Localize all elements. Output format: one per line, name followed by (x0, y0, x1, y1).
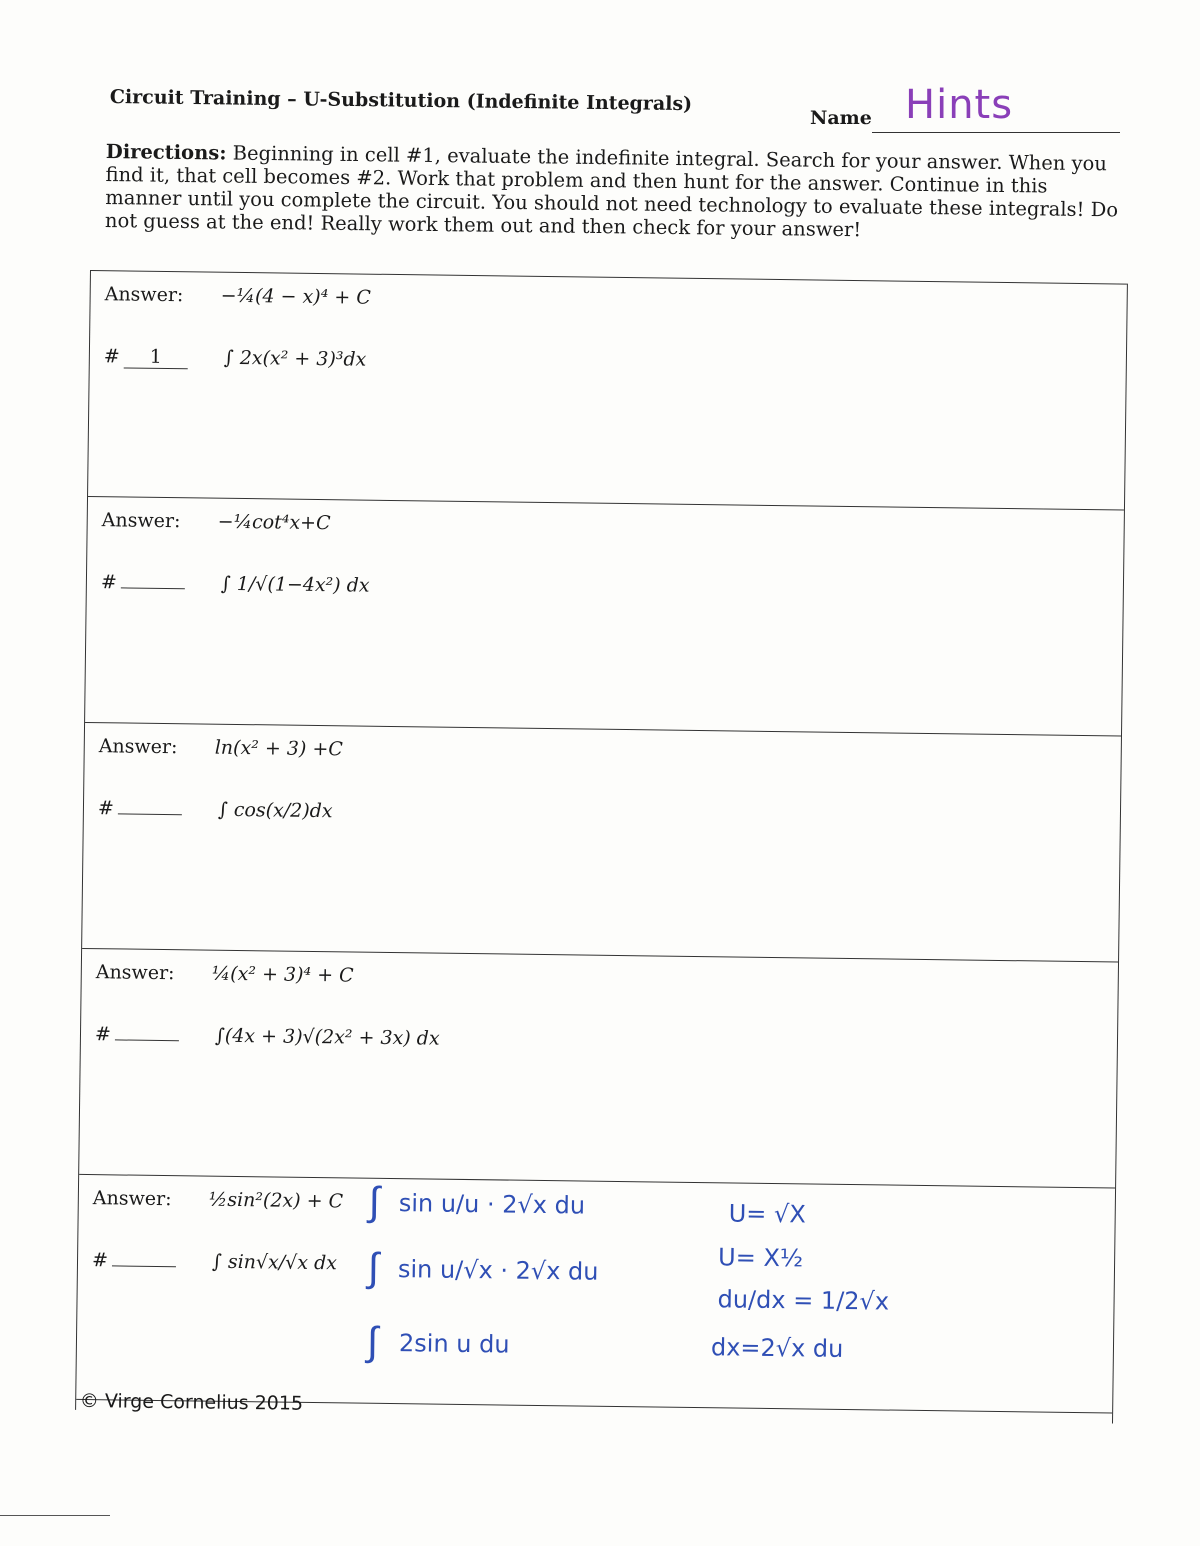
copyright-footer: © Virge Cornelius 2015 (79, 1390, 304, 1415)
answer-label: Answer: (92, 1187, 172, 1211)
circuit-cell (88, 270, 1127, 510)
handwritten-substitution-u: U= √X (728, 1199, 806, 1229)
answer-row (102, 509, 331, 534)
scan-edge-line (0, 1515, 110, 1516)
cell-number-blank (118, 813, 182, 815)
handwritten-integral-sign: ∫ (367, 1244, 380, 1291)
cell-number-blank (121, 587, 185, 589)
cell-number-blank: 1 (124, 345, 188, 369)
answer-value: ¼(x² + 3)⁴ + C (211, 962, 354, 987)
circuit-grid (75, 270, 1128, 1423)
cell-number-blank (112, 1265, 176, 1267)
handwritten-integral-sign: ∫ (366, 1318, 379, 1365)
answer-value: −¼cot⁴x+C (217, 510, 331, 535)
problem-integral: ∫(4x + 3)√(2x² + 3x) dx (214, 1024, 440, 1050)
answer-row (99, 735, 343, 760)
handwritten-dx: dx=2√x du (710, 1333, 844, 1363)
directions-label: Directions: (105, 140, 227, 165)
directions-text: Beginning in cell #1, evaluate the indefinite integral. Search for your answer. When you find it, that cell becomes #2. Work that problem and then hunt for the answer. Continue in this manner until you complete the circuit. You should not need technology to evaluate these integrals! Do not guess at the end! Really work them out and then check for your answer! (104, 141, 1119, 242)
answer-label: Answer: (98, 735, 178, 759)
handwritten-integral-sign: ∫ (368, 1178, 381, 1225)
answer-row (105, 283, 371, 308)
cell-number-hash: # (103, 345, 120, 368)
problem-integral: ∫ 1/√(1−4x²) dx (220, 572, 370, 597)
circuit-cell (85, 496, 1124, 736)
problem-integral: ∫ cos(x/2)dx (217, 798, 333, 823)
handwritten-substitution-power: U= X½ (717, 1243, 804, 1273)
cell-number-hash: # (100, 571, 117, 594)
circuit-cell (76, 1174, 1115, 1414)
problem-integral: ∫ 2x(x² + 3)³dx (223, 346, 367, 371)
cell-number-hash: # (97, 797, 115, 820)
name-field (810, 82, 1120, 140)
directions-paragraph (105, 140, 1126, 244)
cell-number-blank (115, 1039, 179, 1041)
problem-row (95, 1023, 440, 1050)
circuit-cell (82, 722, 1121, 962)
problem-row (104, 345, 367, 371)
handwritten-step-3: 2sin u du (398, 1329, 510, 1359)
problem-row (98, 797, 333, 822)
answer-value: ln(x² + 3) +C (214, 736, 344, 761)
name-underline (872, 132, 1120, 133)
problem-row (92, 1249, 337, 1274)
worksheet-title: Circuit Training – U-Substitution (Indefinite Integrals) (109, 86, 693, 116)
answer-value: −¼(4 − x)⁴ + C (220, 284, 371, 309)
handwritten-step-1: sin u/u · 2√x du (398, 1189, 586, 1220)
cell-number-hash: # (94, 1023, 112, 1046)
answer-label: Answer: (104, 283, 184, 307)
answer-label: Answer: (101, 509, 181, 533)
problem-integral: ∫ sin√x/√x dx (211, 1250, 338, 1275)
answer-row (93, 1187, 344, 1212)
answer-label: Answer: (95, 961, 175, 985)
handwritten-derivative: du/dx = 1/2√x (717, 1285, 890, 1316)
problem-row (101, 571, 370, 597)
name-label: Name (810, 107, 872, 129)
answer-value: ½sin²(2x) + C (208, 1188, 344, 1213)
answer-row (96, 961, 354, 986)
name-handwritten-value: Hints (905, 82, 1014, 128)
handwritten-step-2: sin u/√x · 2√x du (397, 1255, 599, 1286)
cell-number-hash: # (91, 1249, 109, 1272)
circuit-cell (79, 948, 1118, 1188)
